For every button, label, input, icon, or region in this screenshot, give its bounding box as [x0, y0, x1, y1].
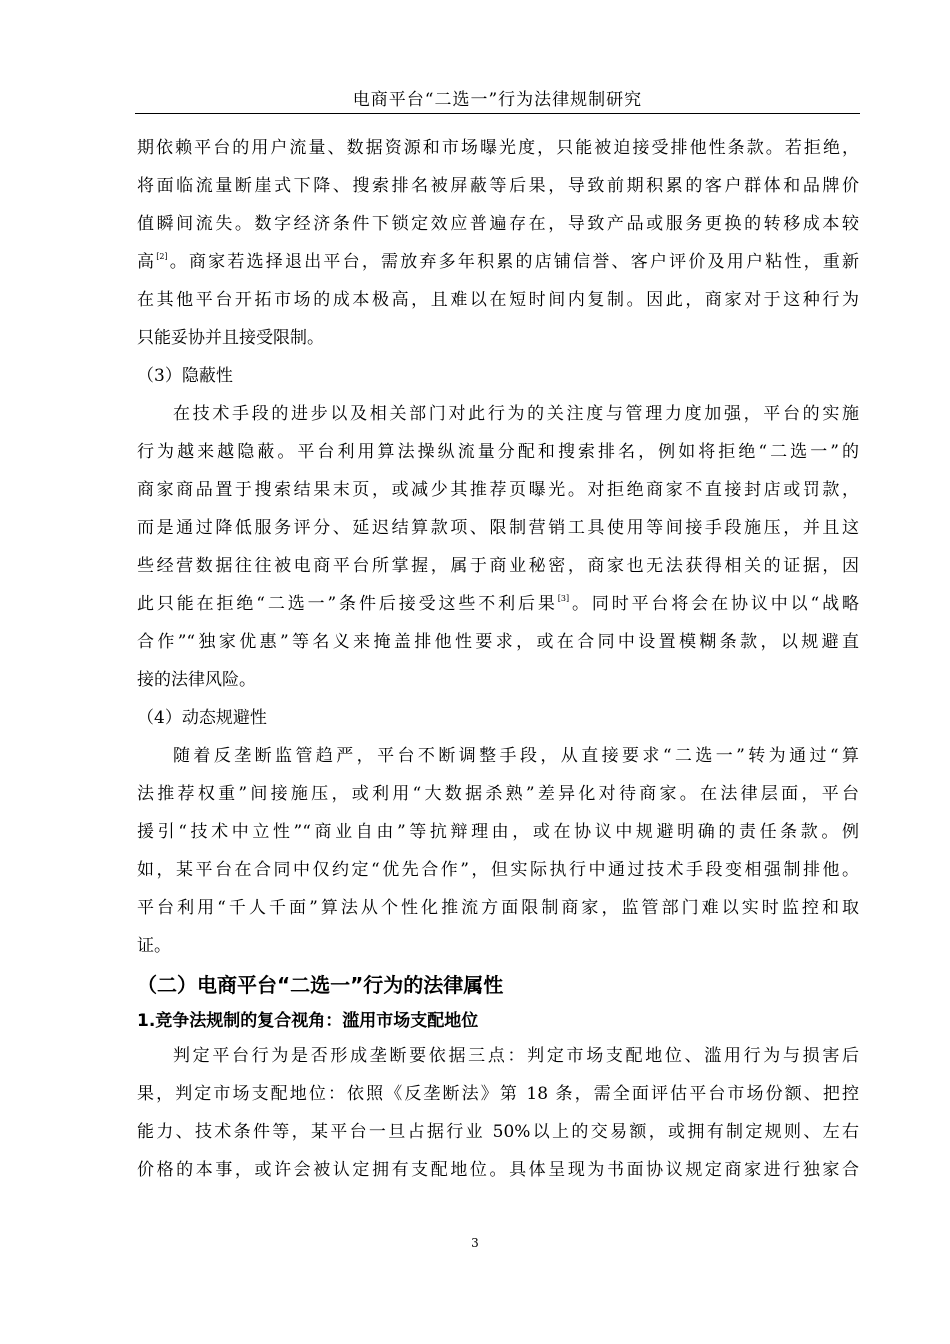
document-body	[137, 129, 859, 1189]
paragraph	[137, 395, 859, 699]
text-line	[137, 243, 859, 281]
citation-ref[interactable]: [3]	[557, 594, 570, 603]
subsection-heading: 1.竞争法规制的复合视角：滥用市场支配地位	[137, 1011, 479, 1031]
text-line: 随着反垄断监管趋严，平台不断调整手段，从直接要求“二选一”转为通过“算	[173, 746, 859, 766]
text-line: 在技术手段的进步以及相关部门对此行为的关注度与管理力度加强，平台的实施	[173, 404, 859, 424]
text-line: 接的法律风险。	[137, 670, 256, 690]
text-line: 在其他平台开拓市场的成本极高，且难以在短时间内复制。因此，商家对于这种行为	[137, 290, 859, 310]
page-number: 3	[471, 1236, 479, 1250]
text-line: 价格的本事，或许会被认定拥有支配地位。具体呈现为书面协议规定商家进行独家合	[137, 1160, 859, 1180]
text-line: 合作”“独家优惠”等名义来掩盖排他性要求，或在合同中设置模糊条款，以规避直	[137, 632, 859, 652]
paragraph	[137, 1037, 859, 1189]
text-line: 如，某平台在合同中仅约定“优先合作”，但实际执行中通过技术手段变相强制排他。	[137, 860, 859, 880]
text-line: 果，判定市场支配地位：依照《反垄断法》第 18 条，需全面评估平台市场份额、把控	[137, 1084, 859, 1104]
text-line: 平台利用“千人千面”算法从个性化推流方面限制商家，监管部门难以实时监控和取	[137, 898, 859, 918]
citation-ref[interactable]: [2]	[156, 252, 168, 261]
text-segment: 。同时平台将会在协议中以“战略	[569, 594, 859, 614]
text-line	[137, 585, 859, 623]
section-heading: （二）电商平台“二选一”行为的法律属性	[137, 973, 504, 997]
text-line: 援引“技术中立性”“商业自由”等抗辩理由，或在协议中规避明确的责任条款。例	[137, 822, 859, 842]
text-segment: 此只能在拒绝“二选一”条件后接受这些不利后果	[137, 594, 558, 614]
subheading: （3）隐蔽性	[137, 366, 233, 386]
header-rule	[135, 113, 860, 114]
text-line: 期依赖平台的用户流量、数据资源和市场曝光度，只能被迫接受排他性条款。若拒绝，	[137, 138, 859, 158]
text-line: 行为越来越隐蔽。平台利用算法操纵流量分配和搜索排名，例如将拒绝“二选一”的	[137, 442, 859, 462]
paragraph	[137, 737, 859, 965]
text-line: 法推荐权重”间接施压，或利用“大数据杀熟”差异化对待商家。在法律层面，平台	[137, 784, 859, 804]
text-line: 能力、技术条件等，某平台一旦占据行业 50%以上的交易额，或拥有制定规则、左右	[137, 1122, 859, 1142]
text-line: 判定平台行为是否形成垄断要依据三点：判定市场支配地位、滥用行为与损害后	[173, 1046, 859, 1066]
subheading: （4）动态规避性	[137, 708, 267, 728]
text-line: 将面临流量断崖式下降、搜索排名被屏蔽等后果，导致前期积累的客户群体和品牌价	[137, 176, 859, 196]
text-line: 值瞬间流失。数字经济条件下锁定效应普遍存在，导致产品或服务更换的转移成本较	[137, 214, 859, 234]
text-line: 商家商品置于搜索结果末页，或减少其推荐页曝光。对拒绝商家不直接封店或罚款，	[137, 480, 859, 500]
text-segment: 。商家若选择退出平台，需放弃多年积累的店铺信誉、客户评价及用户粘性，重新	[167, 252, 860, 272]
paragraph	[137, 129, 859, 357]
text-line: 证。	[137, 936, 171, 956]
text-line: 只能妥协并且接受限制。	[137, 328, 324, 348]
text-line: 而是通过降低服务评分、延迟结算款项、限制营销工具使用等间接手段施压，并且这	[137, 518, 859, 538]
text-segment: 高	[137, 252, 157, 272]
text-line: 些经营数据往往被电商平台所掌握，属于商业秘密，商家也无法获得相关的证据，因	[137, 556, 859, 576]
running-header: 电商平台“二选一”行为法律规制研究	[352, 90, 643, 110]
